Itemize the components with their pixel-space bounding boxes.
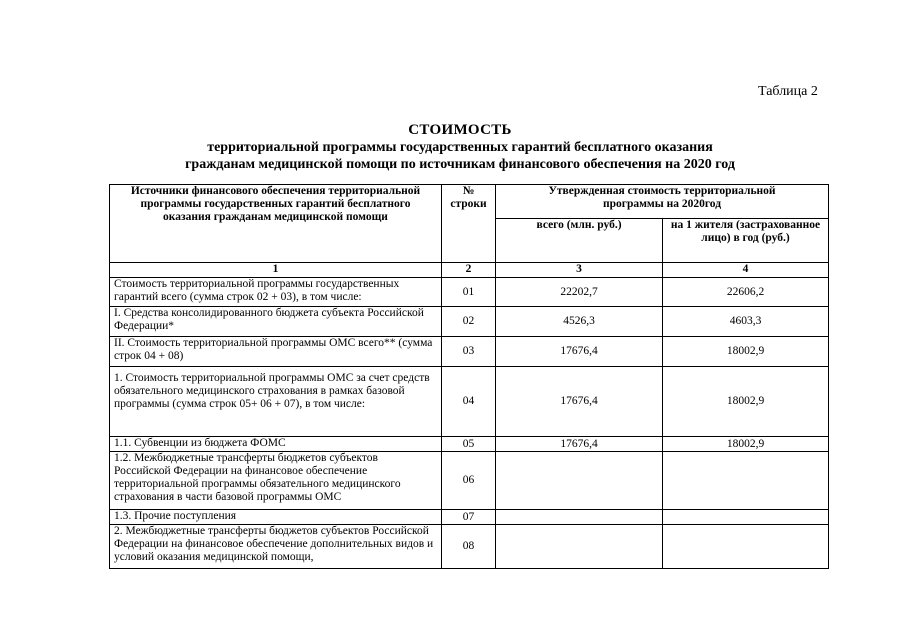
header-source: Источники финансового обеспечения территориальной программы государственных гарантий бесплатного оказания гражданам медицинской помощи xyxy=(110,185,442,263)
row-number: 08 xyxy=(442,525,496,569)
table-row xyxy=(110,452,829,510)
col-number-1: 1 xyxy=(110,263,442,278)
row-per-capita: 4603,3 xyxy=(663,307,829,337)
row-per-capita xyxy=(663,510,829,525)
row-name: I. Средства консолидированного бюджета субъекта Российской Федерации* xyxy=(110,307,442,337)
row-name: 1.1. Субвенции из бюджета ФОМС xyxy=(110,437,442,452)
table-label: Таблица 2 xyxy=(758,84,818,99)
table-row xyxy=(110,367,829,437)
row-name: 1.3. Прочие поступления xyxy=(110,510,442,525)
document-title xyxy=(100,121,820,173)
row-total: 17676,4 xyxy=(496,367,663,437)
row-number: 01 xyxy=(442,278,496,307)
row-number: 07 xyxy=(442,510,496,525)
row-number: 03 xyxy=(442,337,496,367)
row-total: 4526,3 xyxy=(496,307,663,337)
row-per-capita xyxy=(663,452,829,510)
row-name: II. Стоимость территориальной программы ОМС всего** (сумма строк 04 + 08) xyxy=(110,337,442,367)
row-per-capita xyxy=(663,525,829,569)
title-line-1: СТОИМОСТЬ xyxy=(408,122,512,138)
row-per-capita: 18002,9 xyxy=(663,337,829,367)
title-line-2: территориальной программы государственных гарантий бесплатного оказания xyxy=(207,140,713,155)
header-approved-cost: Утвержденная стоимость территориальной программы на 2020год xyxy=(496,185,829,219)
row-number: 02 xyxy=(442,307,496,337)
col-number-2: 2 xyxy=(442,263,496,278)
row-total xyxy=(496,510,663,525)
table-row xyxy=(110,307,829,337)
header-per-capita: на 1 жителя (застрахованное лицо) в год (руб.) xyxy=(663,219,829,263)
header-total: всего (млн. руб.) xyxy=(496,219,663,263)
col-number-3: 3 xyxy=(496,263,663,278)
header-row-number: № строки xyxy=(442,185,496,263)
row-total xyxy=(496,452,663,510)
row-number: 05 xyxy=(442,437,496,452)
table-row xyxy=(110,510,829,525)
row-total: 17676,4 xyxy=(496,437,663,452)
row-name: 1. Стоимость территориальной программы ОМС за счет средств обязательного медицинского страхования в рамках базовой программы (сумма строк 05+ 06 + 07), в том числе: xyxy=(110,367,442,437)
row-per-capita: 18002,9 xyxy=(663,437,829,452)
row-number: 04 xyxy=(442,367,496,437)
table-row xyxy=(110,437,829,452)
title-line-3: гражданам медицинской помощи по источникам финансового обеспечения на 2020 год xyxy=(185,157,735,172)
row-total: 17676,4 xyxy=(496,337,663,367)
row-total xyxy=(496,525,663,569)
row-name: Стоимость территориальной программы государственных гарантий всего (сумма строк 02 + 03), в том числе: xyxy=(110,278,442,307)
row-number: 06 xyxy=(442,452,496,510)
row-per-capita: 22606,2 xyxy=(663,278,829,307)
table-row xyxy=(110,337,829,367)
finance-table xyxy=(109,184,829,569)
table-row xyxy=(110,278,829,307)
table-row xyxy=(110,525,829,569)
row-per-capita: 18002,9 xyxy=(663,367,829,437)
row-name: 2. Межбюджетные трансферты бюджетов субъектов Российской Федерации на финансовое обеспечение дополнительных видов и условий оказания медицинской помощи, xyxy=(110,525,442,569)
row-total: 22202,7 xyxy=(496,278,663,307)
row-name: 1.2. Межбюджетные трансферты бюджетов субъектов Российской Федерации на финансовое обеспечение территориальной программы обязательного медицинского страхования в части базовой программы ОМС xyxy=(110,452,442,510)
col-number-4: 4 xyxy=(663,263,829,278)
